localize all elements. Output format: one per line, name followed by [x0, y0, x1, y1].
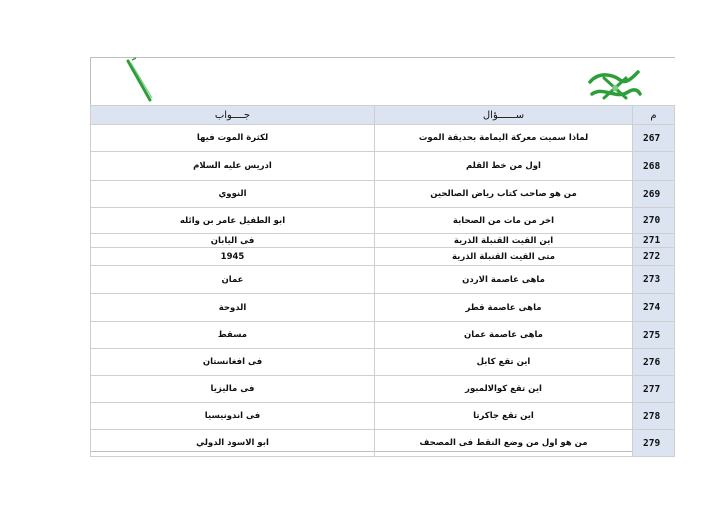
row-answer: عمان	[91, 266, 375, 294]
table-row	[91, 430, 675, 457]
row-answer: ادريس عليه السلام	[91, 152, 375, 181]
row-number: 267	[633, 125, 675, 152]
row-question: من هو اول من وضع النقط فى المصحف	[375, 430, 633, 457]
row-answer: فى اندونيسيا	[91, 403, 375, 430]
row-question: لماذا سميت معركة اليمامة بحديقة الموت	[375, 125, 633, 152]
table-header-row	[91, 106, 675, 125]
row-answer: فى ماليزيا	[91, 376, 375, 403]
table-row	[91, 349, 675, 376]
row-number: 272	[633, 248, 675, 266]
row-question: ماهى عاصمة عمان	[375, 322, 633, 349]
row-number: 271	[633, 234, 675, 248]
row-answer: ابو الاسود الدولي	[91, 430, 375, 457]
header-answer: جــــواب	[91, 106, 375, 125]
table-row	[91, 152, 675, 181]
table-row	[91, 403, 675, 430]
row-answer: ابو الطفيل عامر بن وائله	[91, 208, 375, 234]
row-question: متى القيت القنبلة الذرية	[375, 248, 633, 266]
row-answer: فى اليابان	[91, 234, 375, 248]
scroll-ornament-icon	[590, 72, 640, 98]
row-number: 274	[633, 294, 675, 322]
table-row	[91, 376, 675, 403]
row-question: ماهى عاصمة قطر	[375, 294, 633, 322]
header-number: م	[633, 106, 675, 125]
row-number: 270	[633, 208, 675, 234]
row-question: اين القيت القنبلة الذرية	[375, 234, 633, 248]
row-question: اين تقع كابل	[375, 349, 633, 376]
table-row	[91, 322, 675, 349]
row-answer: فى افغانستان	[91, 349, 375, 376]
table-row	[91, 181, 675, 208]
row-question: اين تقع كوالالمبور	[375, 376, 633, 403]
row-number: 277	[633, 376, 675, 403]
table-row	[91, 294, 675, 322]
row-question: اين تقع جاكرتا	[375, 403, 633, 430]
table-row	[91, 266, 675, 294]
row-answer: لكثرة الموت فيها	[91, 125, 375, 152]
quill-pen-icon	[128, 58, 152, 100]
decorations	[0, 0, 728, 110]
row-question: من هو صاحب كتاب رياض الصالحين	[375, 181, 633, 208]
table-row	[91, 208, 675, 234]
row-number: 278	[633, 403, 675, 430]
row-question: اخر من مات من الصحابة	[375, 208, 633, 234]
row-number: 268	[633, 152, 675, 181]
row-question: اول من خط القلم	[375, 152, 633, 181]
row-question: ماهى عاصمة الاردن	[375, 266, 633, 294]
qa-table	[90, 105, 675, 457]
table-row	[91, 248, 675, 266]
row-answer: مسقط	[91, 322, 375, 349]
row-answer: 1945	[91, 248, 375, 266]
row-answer: الدوحة	[91, 294, 375, 322]
row-answer: النووي	[91, 181, 375, 208]
row-number: 269	[633, 181, 675, 208]
row-number: 279	[633, 430, 675, 457]
table-row	[91, 125, 675, 152]
row-number: 275	[633, 322, 675, 349]
row-number: 273	[633, 266, 675, 294]
table-row	[91, 234, 675, 248]
header-question: ســــــؤال	[375, 106, 633, 125]
row-number: 276	[633, 349, 675, 376]
